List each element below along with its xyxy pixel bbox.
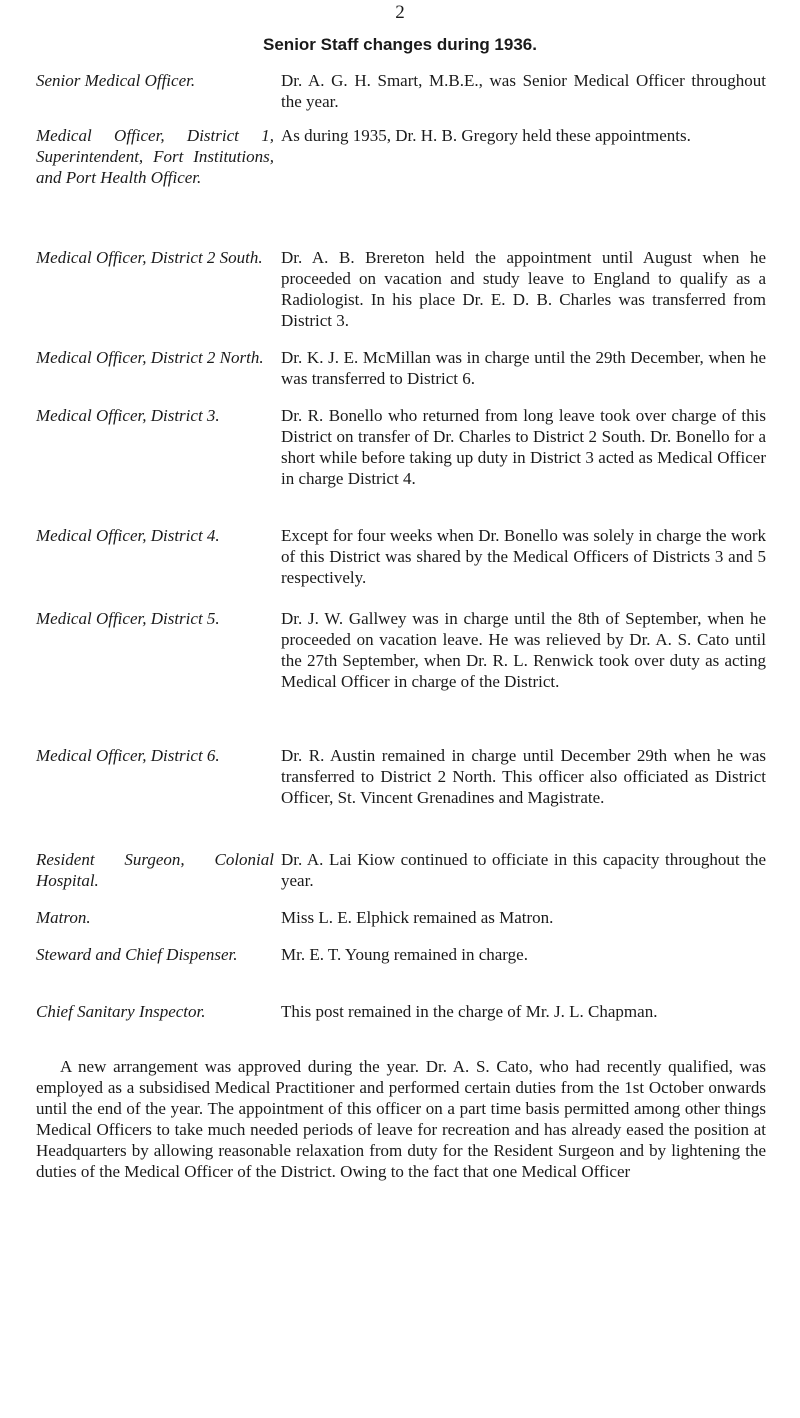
entry-text: Dr. K. J. E. McMillan was in charge until the 29th December, when he was transferred to District 6. (281, 348, 766, 388)
entry-label: Senior Medical Officer. (36, 71, 196, 90)
entry-label: Matron. (36, 908, 91, 927)
entry-text: Dr. J. W. Gallwey was in charge until the 8th of September, when he proceeded on vacation leave. He was relieved by Dr. A. S. Cato until the 27th September, when Dr. R. L. Renwick took over duty as acting Medical Officer in charge of the District. (281, 609, 766, 691)
page-number: 2 (395, 2, 405, 23)
entry-text: Miss L. E. Elphick remained as Matron. (281, 908, 554, 927)
entry-label: Medical Officer, District 1, Superintendent, Fort Institutions, and Port Health Officer. (36, 126, 274, 187)
entry-text: Dr. R. Austin remained in charge until December 29th when he was transferred to District 2 North. This officer also officiated as District Officer, St. Vincent Grenadines and Magistrate. (281, 746, 766, 807)
entry-text: Mr. E. T. Young remained in charge. (281, 945, 528, 964)
entry-text: This post remained in the charge of Mr. J. L. Chapman. (281, 1002, 658, 1021)
entry-label: Steward and Chief Dispenser. (36, 945, 238, 964)
entry-label: Medical Officer, District 2 South. (36, 248, 263, 267)
entry-label: Medical Officer, District 6. (36, 746, 220, 765)
entry-label: Medical Officer, District 4. (36, 526, 220, 545)
entry-text: Dr. A. B. Brereton held the appointment until August when he proceeded on vacation and study leave to England to qualify as a Radiologist. In his place Dr. E. D. B. Charles was transferred from District 3. (281, 248, 766, 330)
entry-text: Dr. A. G. H. Smart, M.B.E., was Senior Medical Officer throughout the year. (281, 71, 766, 111)
page-heading: Senior Staff changes during 1936. (263, 35, 537, 54)
entry-label: Medical Officer, District 2 North. (36, 348, 264, 367)
entry-text: Dr. A. Lai Kiow continued to officiate in this capacity throughout the year. (281, 850, 766, 890)
closing-paragraph: A new arrangement was approved during the year. Dr. A. S. Cato, who had recently qualified, was employed as a subsidised Medical Practitioner and performed certain duties from the 1st October onwards until the end of the year. The appointment of this officer on a part time basis permitted among other things Medical Officers to take much needed periods of leave for recreation and has already eased the position at Headquarters by allowing reasonable relaxation from duty for the Resident Surgeon and by lightening the duties of the Medical Officer of the District. Owing to the fact that one Medical Officer (36, 1057, 766, 1181)
entry-text: Dr. R. Bonello who returned from long leave took over charge of this District on transfer of Dr. Charles to District 2 South. Dr. Bonello for a short while before taking up duty in District 3 acted as Medical Officer in charge District 4. (281, 406, 766, 488)
entry-label: Resident Surgeon, Colonial Hospital. (36, 850, 274, 890)
entry-label: Medical Officer, District 5. (36, 609, 220, 628)
entry-label: Chief Sanitary Inspector. (36, 1002, 206, 1021)
entry-text: Except for four weeks when Dr. Bonello was solely in charge the work of this District was shared by the Medical Officers of Districts 3 and 5 respectively. (281, 526, 766, 587)
entry-label: Medical Officer, District 3. (36, 406, 220, 425)
entry-text: As during 1935, Dr. H. B. Gregory held these appointments. (281, 126, 691, 145)
